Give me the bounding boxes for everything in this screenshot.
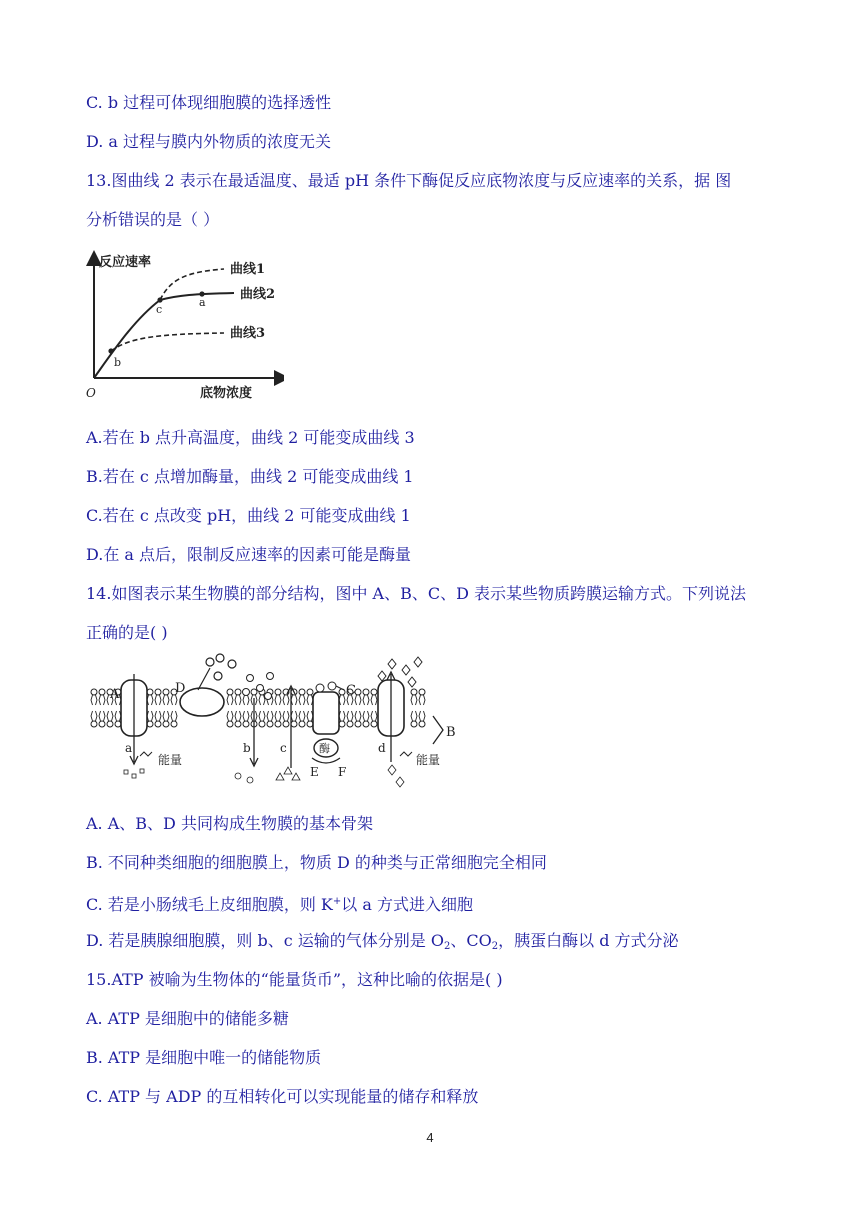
lipid-tail <box>299 695 305 705</box>
lipid-head <box>243 721 249 727</box>
q15-stem: 15.ATP 被喻为生物体的“能量货币”，这种比喻的依据是( ) <box>86 970 503 989</box>
lipid-head <box>163 689 169 695</box>
q14-option-d-sub1: 2 <box>444 941 451 952</box>
lipid-head <box>147 689 153 695</box>
label-b: b <box>243 741 251 755</box>
q15-option-a: A. ATP 是细胞中的储能多糖 <box>86 1009 289 1028</box>
q14-stem-line1: 14.如图表示某生物膜的部分结构，图中 A、B、C、D 表示某些物质跨膜运输方式。下列说法 <box>86 584 747 603</box>
lipid-head <box>227 721 233 727</box>
lipid-head <box>307 689 313 695</box>
lipid-tail <box>235 711 241 721</box>
lipid-tail <box>171 711 177 721</box>
lipid-tail <box>339 695 345 705</box>
lipid-tail <box>307 711 313 721</box>
lipid-tail <box>355 711 361 721</box>
lipid-tail <box>299 711 305 721</box>
q13-option-a: A.若在 b 点升高温度，曲线 2 可能变成曲线 3 <box>86 428 415 447</box>
lipid-head <box>339 689 345 695</box>
lipid-head <box>235 689 241 695</box>
lipid-tail <box>107 711 113 721</box>
lipid-tail <box>227 695 233 705</box>
lipid-head <box>235 721 241 727</box>
membrane-diagram <box>88 652 468 792</box>
lipid-head <box>411 721 417 727</box>
lipid-tail <box>371 695 377 705</box>
lipid-tail <box>155 711 161 721</box>
lipid-tail <box>275 695 281 705</box>
lipid-tail <box>171 695 177 705</box>
label-B: B <box>446 725 456 740</box>
q13-option-c: C.若在 c 点改变 pH，曲线 2 可能变成曲线 1 <box>86 506 411 525</box>
x-axis-label: 底物浓度 <box>200 386 253 401</box>
q14-option-d-sub2: 2 <box>491 941 499 952</box>
lipid-head <box>99 721 105 727</box>
lipid-tail <box>227 711 233 721</box>
point-b <box>108 348 113 353</box>
lipid-head <box>115 721 121 727</box>
q14-option-d-post: ，胰蛋白酶以 d 方式分泌 <box>498 931 679 950</box>
lipid-head <box>371 721 377 727</box>
label-a: a <box>125 741 133 755</box>
label-A: A <box>110 687 120 702</box>
lipid-head <box>91 721 97 727</box>
q14-stem-line2: 正确的是( ) <box>86 623 168 642</box>
lipid-tail <box>99 695 105 705</box>
lipid-tail <box>91 695 97 705</box>
label-F: F <box>338 765 347 779</box>
lipid-tail <box>283 695 289 705</box>
lipid-tail <box>283 711 289 721</box>
lipid-tail <box>91 711 97 721</box>
q13-stem-line1: 13.图曲线 2 表示在最适温度、最适 pH 条件下酶促反应底物浓度与反应速率的关系，据 图 <box>86 171 732 190</box>
curve-3-label: 曲线3 <box>230 326 266 341</box>
lipid-head <box>363 689 369 695</box>
label-C: C <box>346 683 356 698</box>
q14-option-c <box>86 892 473 915</box>
lipid-head <box>371 689 377 695</box>
q14-option-d-mid: 、CO <box>450 931 492 950</box>
lipid-tail <box>275 711 281 721</box>
lipid-head <box>155 689 161 695</box>
curve-2-label: 曲线2 <box>240 287 276 302</box>
lipid-head <box>283 721 289 727</box>
lipid-head <box>155 721 161 727</box>
point-c <box>157 297 162 302</box>
lipid-tail <box>363 711 369 721</box>
lipid-tail <box>235 695 241 705</box>
label-energy-right: 能量 <box>416 753 441 767</box>
lipid-head <box>163 721 169 727</box>
lipid-head <box>419 689 425 695</box>
lipid-head <box>267 721 273 727</box>
q12-option-d: D. a 过程与膜内外物质的浓度无关 <box>86 132 332 151</box>
lipid-tail <box>411 695 417 705</box>
q13-option-b: B.若在 c 点增加酶量，曲线 2 可能变成曲线 1 <box>86 467 414 486</box>
q13-stem-line2: 分析错误的是（ ） <box>86 210 220 229</box>
q15-option-c: C. ATP 与 ADP 的互相转化可以实现能量的储存和释放 <box>86 1087 479 1106</box>
lipid-tail <box>363 695 369 705</box>
label-c: c <box>280 741 287 755</box>
enzyme-protein <box>313 692 339 734</box>
lipid-tail <box>99 711 105 721</box>
point-c-label: c <box>156 303 163 316</box>
q14-option-c-sup: + <box>332 896 342 907</box>
lipid-head <box>355 721 361 727</box>
lipid-tail <box>291 695 297 705</box>
lipid-head <box>275 721 281 727</box>
origin-label: O <box>86 386 96 400</box>
lipid-head <box>227 689 233 695</box>
lipid-tail <box>339 711 345 721</box>
q14-option-b: B. 不同种类细胞的细胞膜上，物质 D 的种类与正常细胞完全相同 <box>86 853 547 872</box>
q14-option-a: A. A、B、D 共同构成生物膜的基本骨架 <box>86 814 373 833</box>
label-D: D <box>175 681 186 696</box>
q13-option-d: D.在 a 点后，限制反应速率的因素可能是酶量 <box>86 545 412 564</box>
page-number: 4 <box>426 1130 434 1145</box>
lipid-tail <box>411 711 417 721</box>
q15-option-b: B. ATP 是细胞中唯一的储能物质 <box>86 1048 322 1067</box>
lipid-tail <box>163 695 169 705</box>
lipid-head <box>339 721 345 727</box>
lipid-head <box>363 721 369 727</box>
lipid-tail <box>243 711 249 721</box>
lipid-head <box>347 721 353 727</box>
y-axis-label: 反应速率 <box>99 255 152 270</box>
lipid-head <box>107 721 113 727</box>
lipid-head <box>91 689 97 695</box>
point-b-label: b <box>114 356 122 369</box>
glycoprotein-d <box>180 688 224 716</box>
lipid-tail <box>267 711 273 721</box>
q14-option-d <box>86 931 679 957</box>
q14-option-c-post: 以 a 方式进入细胞 <box>341 895 473 914</box>
lipid-tail <box>243 695 249 705</box>
lipid-head <box>411 689 417 695</box>
label-enzyme: 酶 <box>319 742 330 755</box>
lipid-head <box>299 689 305 695</box>
lipid-head <box>171 721 177 727</box>
lipid-tail <box>259 711 265 721</box>
lipid-head <box>307 721 313 727</box>
enzyme-rate-graph <box>84 250 284 405</box>
label-d: d <box>378 741 386 755</box>
lipid-head <box>419 721 425 727</box>
lipid-head <box>251 689 257 695</box>
label-E: E <box>310 765 319 779</box>
lipid-head <box>147 721 153 727</box>
q12-option-c: C. b 过程可体现细胞膜的选择透性 <box>86 93 332 112</box>
lipid-tail <box>147 695 153 705</box>
lipid-tail <box>155 695 161 705</box>
q14-option-c-pre: C. 若是小肠绒毛上皮细胞膜，则 K <box>86 895 333 914</box>
lipid-tail <box>347 711 353 721</box>
curve-1-label: 曲线1 <box>230 262 266 277</box>
q14-option-d-pre: D. 若是胰腺细胞膜，则 b、c 运输的气体分别是 O <box>86 931 445 950</box>
lipid-head <box>275 689 281 695</box>
lipid-head <box>259 721 265 727</box>
lipid-tail <box>419 695 425 705</box>
lipid-tail <box>291 711 297 721</box>
label-energy-left: 能量 <box>158 753 183 767</box>
lipid-head <box>291 721 297 727</box>
lipid-tail <box>115 711 121 721</box>
lipid-tail <box>371 711 377 721</box>
lipid-tail <box>147 711 153 721</box>
lipid-head <box>299 721 305 727</box>
point-a-label: a <box>199 296 206 309</box>
lipid-tail <box>419 711 425 721</box>
lipid-head <box>99 689 105 695</box>
lipid-tail <box>307 695 313 705</box>
curve-3 <box>111 333 224 351</box>
lipid-tail <box>163 711 169 721</box>
